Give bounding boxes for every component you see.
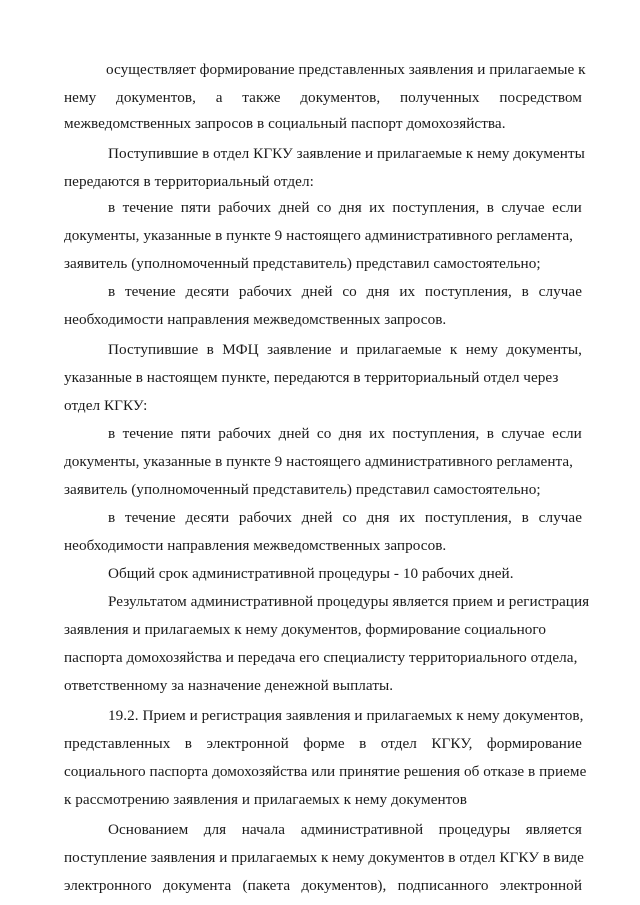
word: со bbox=[342, 509, 357, 526]
word: подписанного bbox=[397, 877, 489, 894]
text-line: Результатом административной процедуры является прием и регистрация bbox=[108, 593, 590, 610]
word: административной bbox=[300, 821, 424, 838]
word: рабочих bbox=[218, 425, 272, 442]
word: КГКУ, bbox=[431, 735, 473, 752]
word: нему bbox=[64, 89, 97, 106]
text-line bbox=[108, 342, 582, 357]
word: в bbox=[486, 199, 494, 216]
word: их bbox=[399, 509, 416, 526]
text-line: социального паспорта домохозяйства или принятие решения об отказе в приеме bbox=[64, 763, 587, 780]
text-line bbox=[64, 878, 582, 893]
word: МФЦ bbox=[222, 341, 259, 358]
word: документов), bbox=[301, 877, 387, 894]
word: электронной bbox=[206, 735, 289, 752]
word: течение bbox=[125, 509, 176, 526]
word: форме bbox=[303, 735, 345, 752]
word: поступления, bbox=[392, 199, 480, 216]
word: в bbox=[108, 509, 116, 526]
text-line bbox=[108, 822, 582, 837]
text-line: осуществляет формирование представленных заявления и прилагаемые к bbox=[106, 61, 586, 78]
text-line bbox=[108, 510, 582, 525]
text-line bbox=[64, 736, 582, 751]
word: в bbox=[206, 341, 214, 358]
text-line bbox=[108, 426, 582, 441]
word: документов, bbox=[300, 89, 381, 106]
word: их bbox=[399, 283, 416, 300]
word: пяти bbox=[180, 199, 211, 216]
word: если bbox=[552, 199, 582, 216]
word: случае bbox=[538, 509, 582, 526]
text-line bbox=[64, 90, 582, 105]
text-line: к рассмотрению заявления и прилагаемых к нему документов bbox=[64, 791, 468, 808]
word: случае bbox=[501, 425, 545, 442]
text-line: заявления и прилагаемых к нему документов, формирование социального bbox=[64, 621, 546, 638]
word: в bbox=[108, 283, 116, 300]
word: в bbox=[521, 509, 529, 526]
word: рабочих bbox=[238, 509, 292, 526]
word: со bbox=[342, 283, 357, 300]
word: поступления, bbox=[424, 509, 512, 526]
word: Основанием bbox=[108, 821, 189, 838]
text-line: Общий срок административной процедуры - 10 рабочих дней. bbox=[108, 565, 514, 582]
text-line: отдел КГКУ: bbox=[64, 397, 148, 414]
word: рабочих bbox=[218, 199, 272, 216]
word: десяти bbox=[185, 509, 230, 526]
word: и bbox=[339, 341, 349, 358]
word: их bbox=[369, 425, 385, 442]
text-line: документы, указанные в пункте 9 настоящего административного регламента, bbox=[64, 227, 574, 244]
word: дня bbox=[338, 425, 362, 442]
text-line: необходимости направления межведомственных запросов. bbox=[64, 311, 447, 328]
word: посредством bbox=[499, 89, 582, 106]
text-line bbox=[108, 200, 582, 215]
word: дней bbox=[301, 283, 333, 300]
word: электронной bbox=[499, 877, 582, 894]
text-line: передаются в территориальный отдел: bbox=[64, 173, 314, 190]
word: поступления, bbox=[392, 425, 480, 442]
word: является bbox=[525, 821, 582, 838]
word: прилагаемые bbox=[356, 341, 442, 358]
word: Поступившие bbox=[108, 341, 199, 358]
word: пяти bbox=[180, 425, 211, 442]
word: дня bbox=[338, 199, 362, 216]
word: а bbox=[215, 89, 223, 106]
word: полученных bbox=[399, 89, 480, 106]
word: в bbox=[108, 425, 116, 442]
word: течение bbox=[122, 199, 174, 216]
text-line: 19.2. Прием и регистрация заявления и прилагаемых к нему документов, bbox=[108, 707, 584, 724]
word: дней bbox=[278, 425, 310, 442]
word: электронного bbox=[64, 877, 152, 894]
word: начала bbox=[241, 821, 286, 838]
word: дней bbox=[301, 509, 333, 526]
word: заявление bbox=[267, 341, 332, 358]
word: представленных bbox=[64, 735, 171, 752]
word: течение bbox=[125, 283, 176, 300]
text-line: необходимости направления межведомственных запросов. bbox=[64, 537, 447, 554]
text-line: документы, указанные в пункте 9 настоящего административного регламента, bbox=[64, 453, 574, 470]
word: случае bbox=[501, 199, 545, 216]
word: дня bbox=[366, 283, 390, 300]
word: со bbox=[316, 425, 332, 442]
word: со bbox=[316, 199, 332, 216]
word: дня bbox=[366, 509, 390, 526]
word: случае bbox=[538, 283, 582, 300]
word: в bbox=[521, 283, 529, 300]
text-line: паспорта домохозяйства и передача его специалисту территориального отдела, bbox=[64, 649, 578, 666]
word: документа bbox=[162, 877, 232, 894]
word: (пакета bbox=[242, 877, 291, 894]
word: их bbox=[369, 199, 385, 216]
word: если bbox=[552, 425, 582, 442]
text-line: заявитель (уполномоченный представитель) представил самостоятельно; bbox=[64, 481, 541, 498]
text-line: заявитель (уполномоченный представитель) представил самостоятельно; bbox=[64, 255, 541, 272]
word: нему bbox=[465, 341, 499, 358]
word: десяти bbox=[185, 283, 230, 300]
word: поступления, bbox=[424, 283, 512, 300]
text-line: ответственному за назначение денежной выплаты. bbox=[64, 677, 394, 694]
word: течение bbox=[122, 425, 174, 442]
word: в bbox=[359, 735, 367, 752]
word: к bbox=[449, 341, 458, 358]
word: в bbox=[184, 735, 193, 752]
word: также bbox=[242, 89, 281, 106]
text-line: поступление заявления и прилагаемых к нему документов в отдел КГКУ в виде bbox=[64, 849, 584, 866]
text-line: Поступившие в отдел КГКУ заявление и прилагаемые к нему документы bbox=[108, 145, 585, 162]
word: в bbox=[486, 425, 494, 442]
text-line: указанные в настоящем пункте, передаются в территориальный отдел через bbox=[64, 369, 559, 386]
word: документов, bbox=[116, 89, 196, 106]
text-line bbox=[108, 284, 582, 299]
word: процедуры bbox=[438, 821, 511, 838]
word: в bbox=[108, 199, 116, 216]
word: для bbox=[203, 821, 227, 838]
word: отдел bbox=[380, 735, 417, 752]
word: формирование bbox=[486, 735, 582, 752]
text-line: межведомственных запросов в социальный паспорт домохозяйства. bbox=[64, 115, 506, 132]
word: дней bbox=[278, 199, 310, 216]
word: документы, bbox=[506, 341, 582, 358]
word: рабочих bbox=[238, 283, 292, 300]
